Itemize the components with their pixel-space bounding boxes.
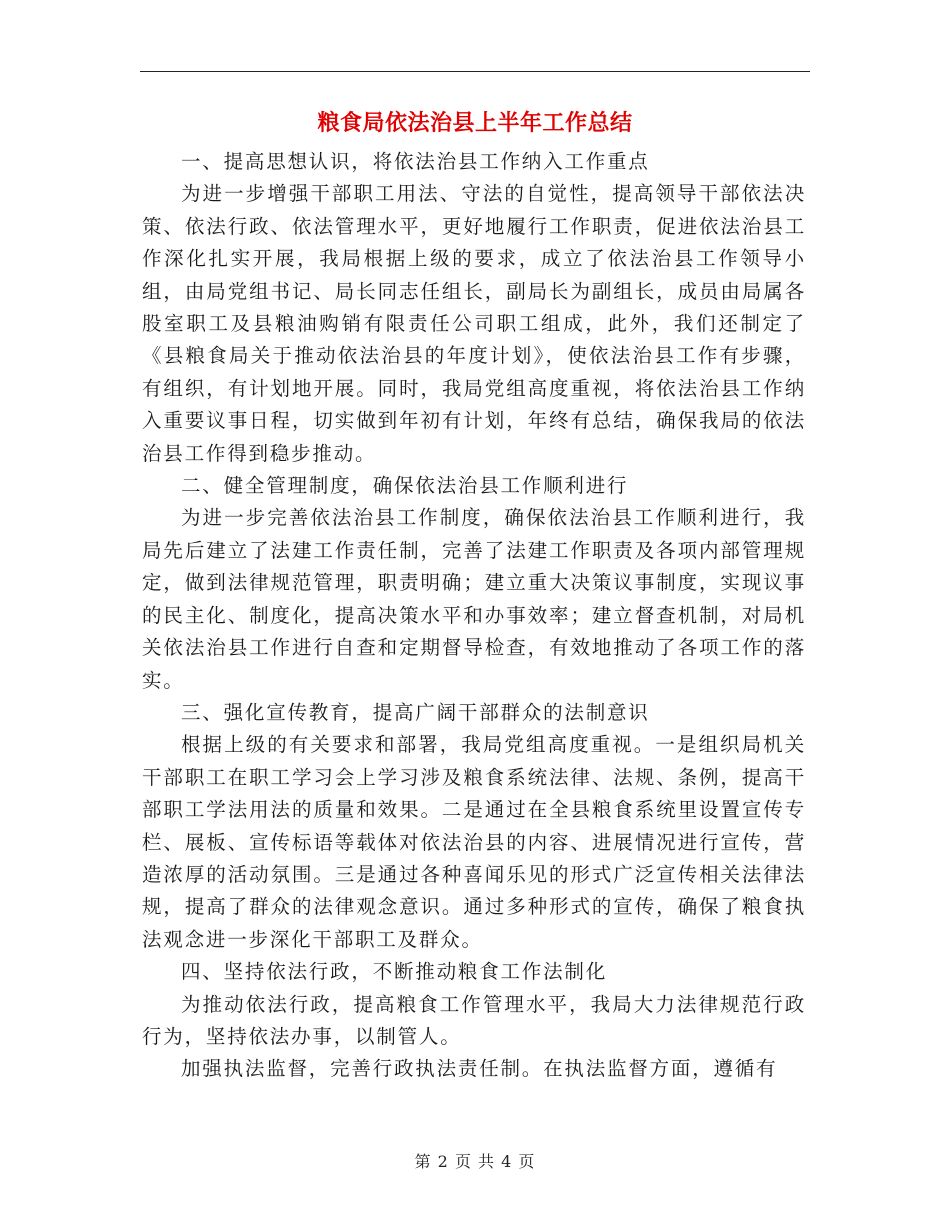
section-heading-4: 四、坚持依法行政，不断推动粮食工作法制化: [181, 960, 608, 984]
paragraph-5: 加强执法监督，完善行政执法责任制。在执法监督方面，遵循有: [181, 1057, 778, 1081]
page-footer: [0, 1150, 950, 1174]
paragraph-1: 为进一步增强干部职工用法、守法的自觉性，提高领导干部依法决策、依法行政、依法管理水平，更好地履行工作职责，促进依法治县工作深化扎实开展，我局根据上级的要求，成立了依法治县工作领导小组，由局党组书记、局长同志任组长，副局长为副组长，成员由局属各股室职工及县粮油购销有限责任公司职工组成，此外，我们还制定了《县粮食局关于推动依法治县的年度计划》，使依法治县工作有步骤，有组织，有计划地开展。同时，我局党组高度重视，将依法治县工作纳入重要议事日程，切实做到年初有计划，年终有总结，确保我局的依法治县工作得到稳步推动。: [142, 182, 806, 465]
section-heading-3: 三、强化宣传教育，提高广阔干部群众的法制意识: [181, 700, 650, 724]
header-rule: [140, 71, 810, 72]
page-number: 第 2 页 共 4 页: [414, 1152, 536, 1171]
section-heading-2: 二、健全管理制度，确保依法治县工作顺利进行: [181, 474, 629, 498]
document-body: [142, 146, 806, 1086]
paragraph-4: 为推动依法行政，提高粮食工作管理水平，我局大力法律规范行政行为，坚持依法办事，以制管人。: [142, 992, 806, 1048]
paragraph-3: 根据上级的有关要求和部署，我局党组高度重视。一是组织局机关干部职工在职工学习会上学习涉及粮食系统法律、法规、条例，提高干部职工学法用法的质量和效果。二是通过在全县粮食系统里设置宣传专栏、展板、宣传标语等载体对依法治县的内容、进展情况进行宣传，营造浓厚的活动氛围。三是通过各种喜闻乐见的形式广泛宣传相关法律法规，提高了群众的法律观念意识。通过多种形式的宣传，确保了粮食执法观念进一步深化干部职工及群众。: [142, 733, 806, 951]
section-heading-1: 一、提高思想认识，将依法治县工作纳入工作重点: [181, 150, 650, 173]
document-title: 粮食局依法治县上半年工作总结: [317, 111, 633, 136]
paragraph-2: 为进一步完善依法治县工作制度，确保依法治县工作顺利进行，我局先后建立了法建工作责任制，完善了法建工作职责及各项内部管理规定，做到法律规范管理，职责明确；建立重大决策议事制度，实现议事的民主化、制度化，提高决策水平和办事效率；建立督查机制，对局机关依法治县工作进行自查和定期督导检查，有效地推动了各项工作的落实。: [142, 506, 806, 692]
